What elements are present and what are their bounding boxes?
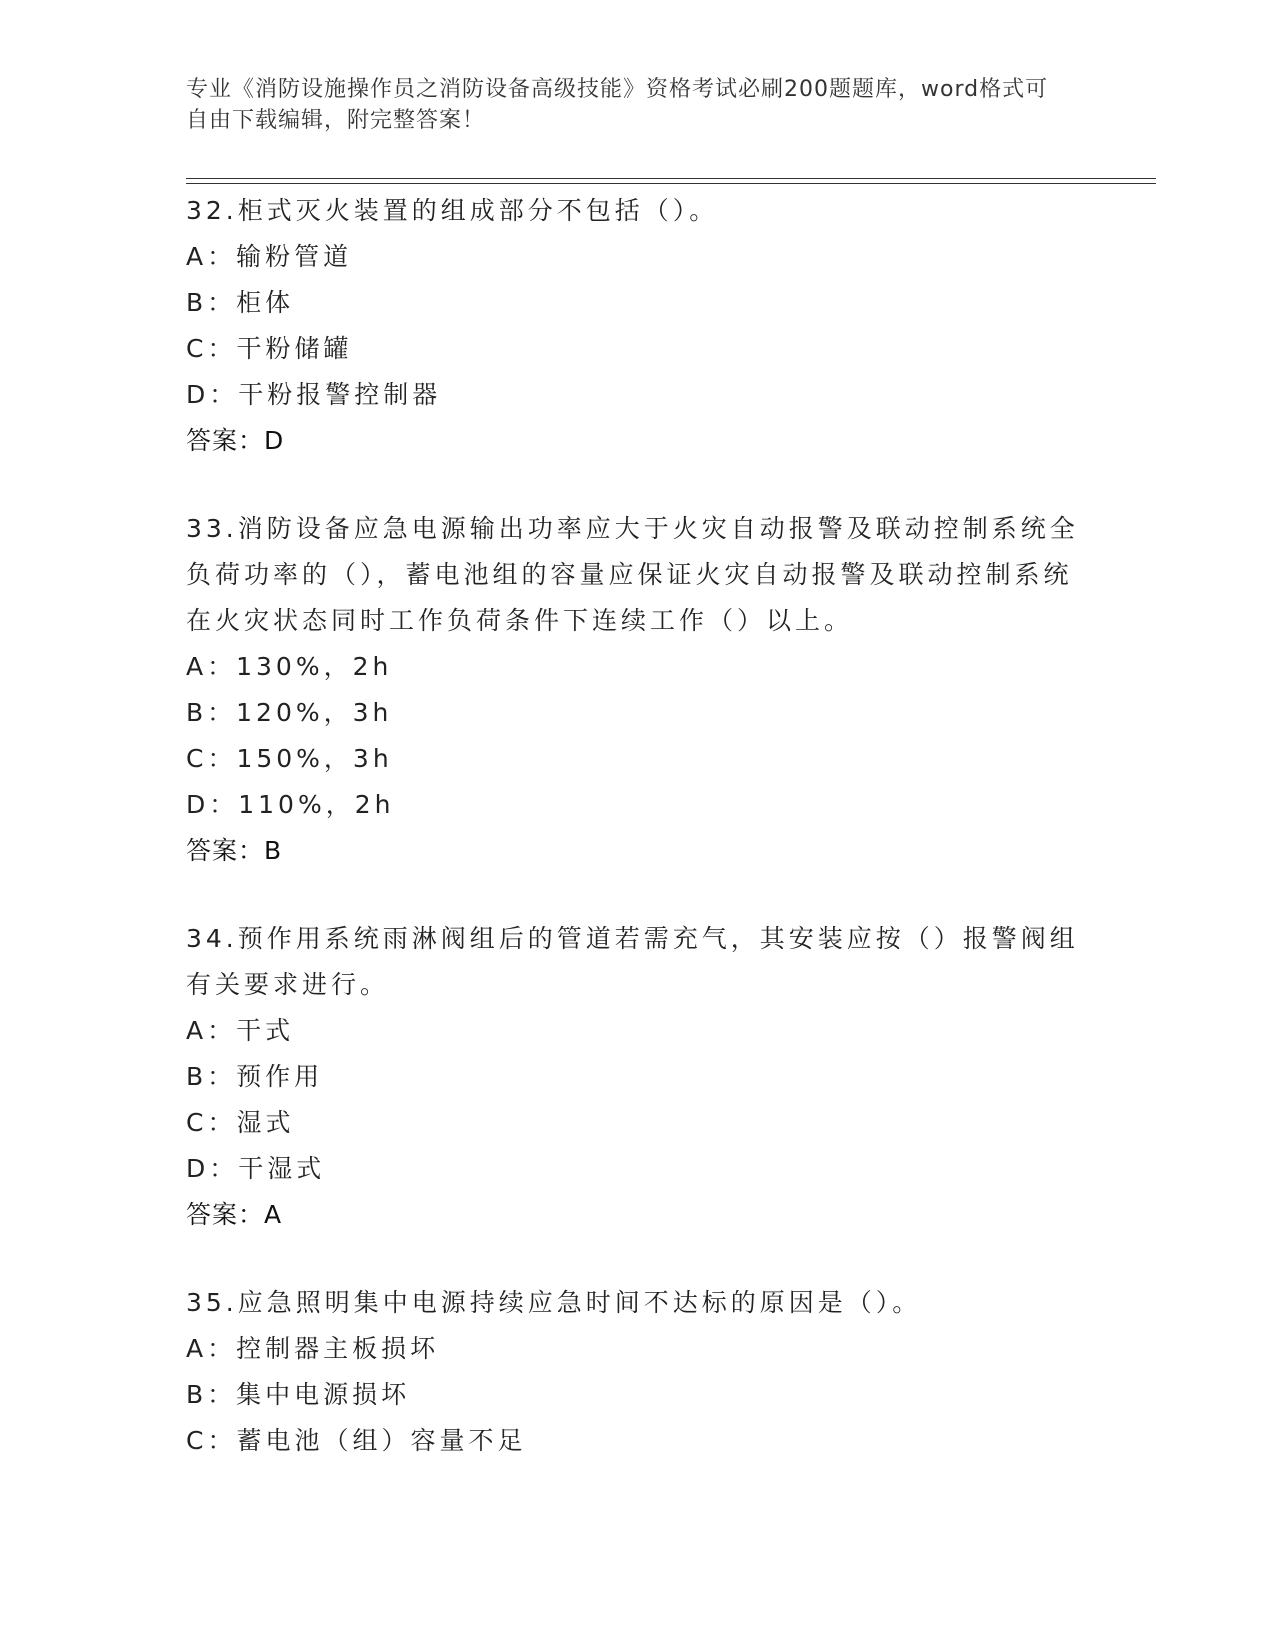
option-a: A：干式: [186, 1016, 295, 1045]
option-b: B：柜体: [186, 288, 295, 317]
option-a: A：130%，2h: [186, 652, 393, 681]
option-a: A：控制器主板损坏: [186, 1334, 440, 1363]
question-32: [186, 188, 1086, 464]
question-list: [186, 188, 1086, 1506]
option-c: C：干粉储罐: [186, 334, 353, 363]
option-d: D：干湿式: [186, 1154, 326, 1183]
option-b: B：预作用: [186, 1062, 324, 1091]
answer: 答案：D: [186, 426, 285, 455]
question-33: [186, 506, 1086, 874]
option-d: D：110%，2h: [186, 790, 395, 819]
header-rule-top: [186, 178, 1156, 179]
answer: 答案：B: [186, 836, 283, 865]
question-35: [186, 1280, 1086, 1464]
option-c: C：湿式: [186, 1108, 295, 1137]
option-c: C：蓄电池（组）容量不足: [186, 1426, 527, 1455]
question-stem: 32.柜式灭火装置的组成部分不包括（）。: [186, 196, 719, 225]
option-d: D：干粉报警控制器: [186, 380, 442, 409]
question-stem: 33.消防设备应急电源输出功率应大于火灾自动报警及联动控制系统全负荷功率的（），蓄电池组的容量应保证火灾自动报警及联动控制系统在火灾状态同时工作负荷条件下连续工作（）以上。: [186, 514, 1079, 635]
option-c: C：150%，3h: [186, 744, 393, 773]
header-rule-bottom: [186, 183, 1156, 184]
option-b: B：120%，3h: [186, 698, 393, 727]
question-34: [186, 916, 1086, 1238]
option-b: B：集中电源损坏: [186, 1380, 411, 1409]
question-stem: 34.预作用系统雨淋阀组后的管道若需充气，其安装应按（）报警阀组有关要求进行。: [186, 924, 1079, 999]
page-header: 专业《消防设施操作员之消防设备高级技能》资格考试必刷200题题库，word格式可自由下载编辑，附完整答案！: [186, 77, 1049, 133]
answer: 答案：A: [186, 1200, 283, 1229]
option-a: A：输粉管道: [186, 242, 353, 271]
question-stem: 35.应急照明集中电源持续应急时间不达标的原因是（）。: [186, 1288, 922, 1317]
